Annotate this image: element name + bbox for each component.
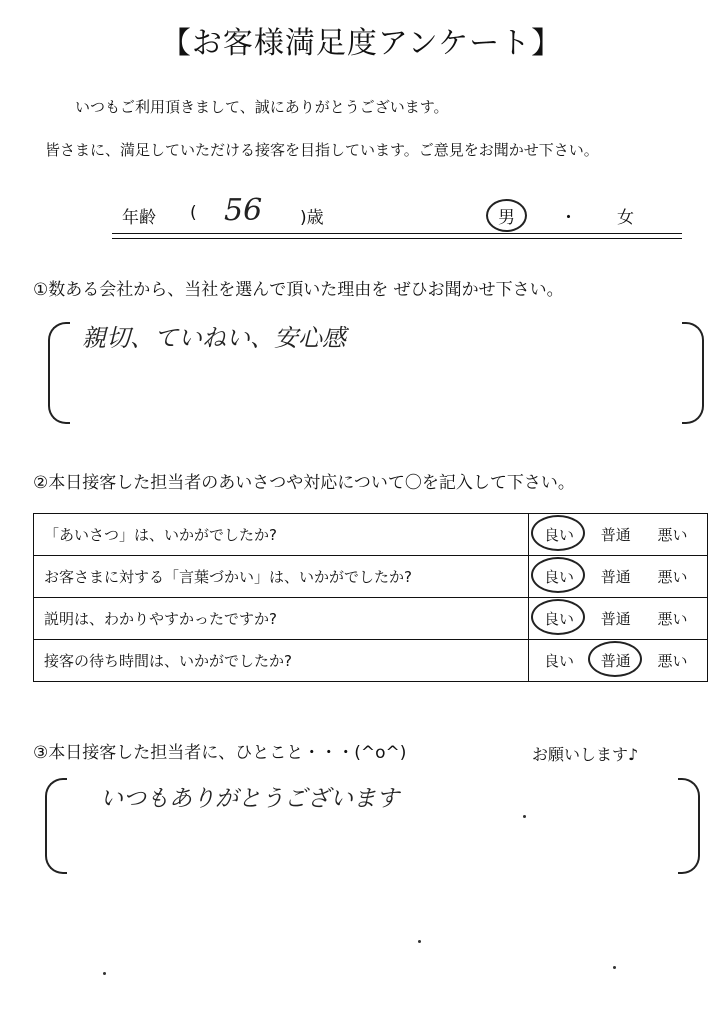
rating-options — [529, 598, 708, 640]
rating-option-normal[interactable]: 普通 — [600, 610, 631, 628]
answer-3-text[interactable]: いつもありがとうございます — [100, 786, 399, 812]
age-underline — [112, 233, 682, 234]
rating-options — [529, 514, 708, 556]
rating-option-good[interactable]: 良い — [533, 608, 585, 629]
answer-3-bracket-left — [45, 778, 67, 874]
rating-row — [34, 556, 708, 598]
rating-row — [34, 598, 708, 640]
scan-speck — [613, 966, 616, 969]
rating-option-normal[interactable]: 普通 — [600, 526, 631, 544]
answer-3-bracket-right — [678, 778, 700, 874]
question-3: ③本日接客した担当者に、ひとこと・・・(^o^) — [33, 743, 407, 763]
rating-row — [34, 514, 708, 556]
rating-option-good[interactable]: 良い — [533, 524, 585, 545]
gender-separator: ・ — [560, 208, 577, 228]
age-label: 年齢 — [122, 208, 156, 228]
age-suffix: )歳 — [300, 208, 324, 228]
rating-question: 「あいさつ」は、いかがでしたか? — [34, 514, 529, 556]
age-value[interactable]: 56 — [224, 193, 263, 228]
rating-option-bad[interactable]: 悪い — [657, 568, 688, 586]
rating-question: 説明は、わかりやすかったですか? — [34, 598, 529, 640]
rating-option-bad[interactable]: 悪い — [657, 526, 688, 544]
rating-options — [529, 556, 708, 598]
age-gender-row — [112, 195, 682, 233]
gender-male-option[interactable]: 男 — [486, 199, 527, 232]
rating-option-normal[interactable]: 普通 — [600, 568, 631, 586]
survey-title: 【お客様満足度アンケート】 — [160, 26, 563, 61]
rating-option-good[interactable]: 良い — [543, 652, 574, 670]
scan-speck — [103, 972, 106, 975]
rating-option-good[interactable]: 良い — [533, 566, 585, 587]
rating-option-bad[interactable]: 悪い — [657, 652, 688, 670]
intro-line-1: いつもご利用頂きまして、誠にありがとうございます。 — [75, 98, 449, 116]
rating-option-bad[interactable]: 悪い — [657, 610, 688, 628]
scan-speck — [523, 815, 526, 818]
rating-options — [529, 640, 708, 682]
rating-option-normal[interactable]: 普通 — [590, 650, 642, 671]
rating-question: お客さまに対する「言葉づかい」は、いかがでしたか? — [34, 556, 529, 598]
question-2: ②本日接客した担当者のあいさつや対応について〇を記入して下さい。 — [33, 473, 575, 493]
rating-question: 接客の待ち時間は、いかがでしたか? — [34, 640, 529, 682]
answer-1-bracket-left — [48, 322, 70, 424]
answer-1-text[interactable]: 親切、ていねい、安心感 — [82, 324, 346, 352]
question-1: ①数ある会社から、当社を選んで頂いた理由を ぜひお聞かせ下さい。 — [33, 280, 564, 300]
rating-row — [34, 640, 708, 682]
gender-female-option[interactable]: 女 — [617, 208, 634, 228]
age-underline-double — [112, 238, 682, 239]
intro-line-2: 皆さまに、満足していただける接客を目指しています。ご意見をお聞かせ下さい。 — [45, 141, 599, 159]
rating-table — [33, 513, 708, 682]
age-open-paren: ( — [190, 203, 197, 223]
scan-speck — [418, 940, 421, 943]
request-note: お願いします♪ — [532, 745, 639, 764]
answer-1-bracket-right — [682, 322, 704, 424]
